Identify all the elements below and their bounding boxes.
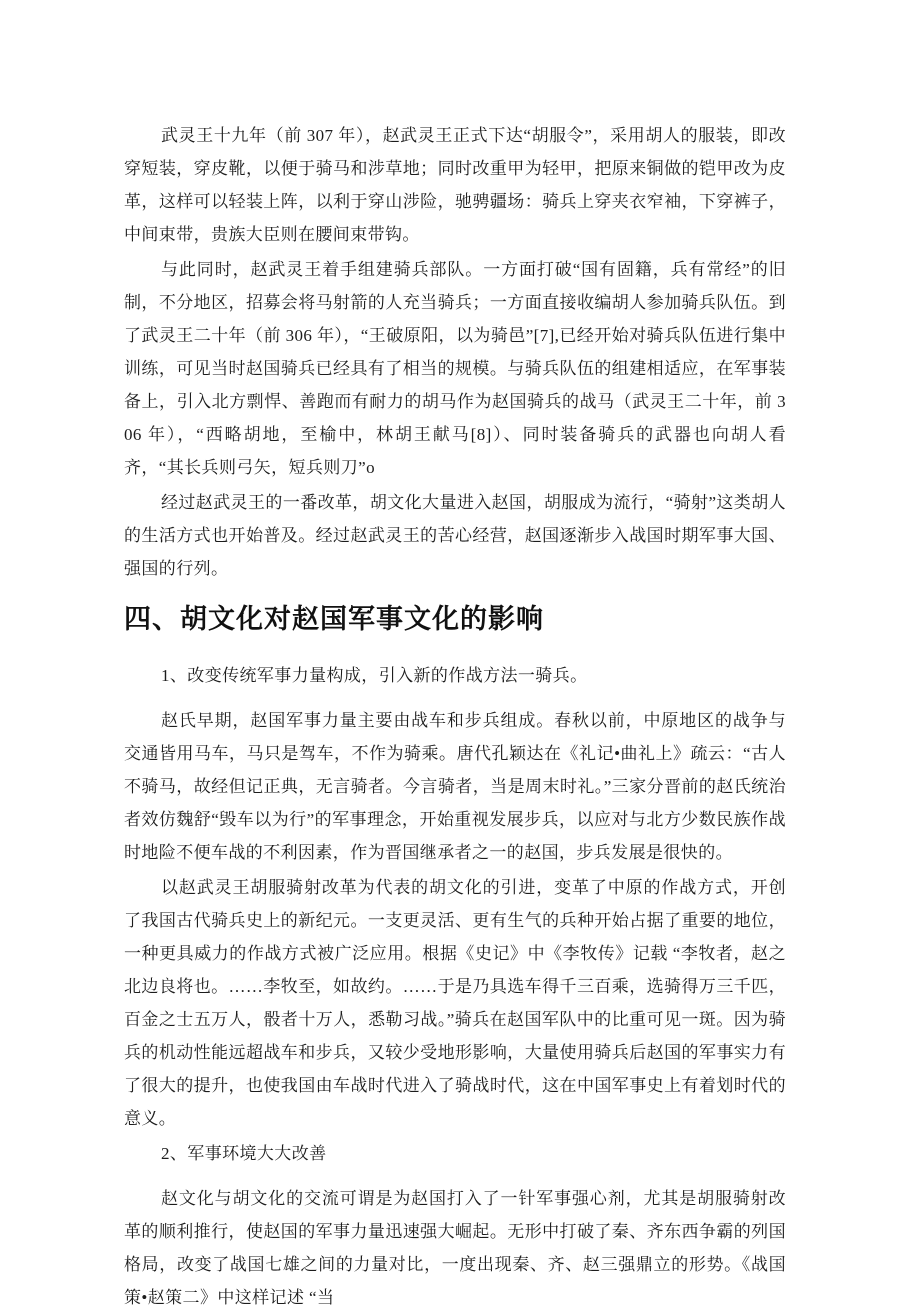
numbered-item-1: 1、改变传统军事力量构成，引入新的作战方法一骑兵。 [161, 666, 588, 685]
numbered-item-2: 2、军事环境大大改善 [161, 1144, 327, 1163]
paragraph-reform-result: 经过赵武灵王的一番改革，胡文化大量进入赵国，胡服成为流行，“骑射”这类胡人的生活方式也开始普及。经过赵武灵王的苦心经营，赵国逐渐步入战国时期军事大国、强国的行列。 [124, 493, 786, 578]
section-heading: 四、胡文化对赵国军事文化的影响 [124, 604, 544, 634]
paragraph-military-environment: 赵文化与胡文化的交流可谓是为赵国打入了一针军事强心剂，尤其是胡服骑射改革的顺利推行，使赵国的军事力量迅速强大崛起。无形中打破了秦、齐东西争霸的列国格局，改变了战国七雄之间的力量对比，一度出现秦、齐、赵三强鼎立的形势。《战国策•赵策二》中这样记述 “当 [124, 1189, 786, 1307]
paragraph-cavalry-formation: 与此同时，赵武灵王着手组建骑兵部队。一方面打破“国有固籍，兵有常经”的旧制，不分地区，招募会将马射箭的人充当骑兵；一方面直接收编胡人参加骑兵队伍。到了武灵王二十年（前 306 年），“王破原阳，以为骑邑”[7],已经开始对骑兵队伍进行集中训练，可见当时赵国骑兵已经具有了相当的规模。与骑兵队伍的组建相适应，在军事装备上，引入北方剽悍、善跑而有耐力的胡马作为赵国骑兵的战马（武灵王二十年，前 306 年），“西略胡地，至榆中，林胡王献马[8]）、同时装备骑兵的武器也向胡人看齐，“其长兵则弓矢，短兵则刀”o [124, 260, 786, 477]
paragraph-early-zhao-army: 赵氏早期，赵国军事力量主要由战车和步兵组成。春秋以前，中原地区的战争与交通皆用马车，马只是驾车，不作为骑乘。唐代孔颖达在《礼记•曲礼上》疏云：“古人不骑马，故经但记正典，无言骑者。今言骑者，当是周末时礼。”三家分晋前的赵氏统治者效仿魏舒“毁车以为行”的军事理念，开始重视发展步兵，以应对与北方少数民族作战时地险不便车战的不利因素，作为晋国继承者之一的赵国，步兵发展是很快的。 [124, 711, 786, 862]
paragraph-hu-fu-decree: 武灵王十九年（前 307 年），赵武灵王正式下达“胡服令”，采用胡人的服装，即改穿短装，穿皮靴，以便于骑马和涉草地；同时改重甲为轻甲，把原来铜做的铠甲改为皮革，这样可以轻装上阵，以利于穿山涉险，驰骋疆场：骑兵上穿夹衣窄袖，下穿裤子，中间束带，贵族大臣则在腰间束带钩。 [124, 126, 786, 244]
paragraph-cavalry-new-era: 以赵武灵王胡服骑射改革为代表的胡文化的引进，变革了中原的作战方式，开创了我国古代骑兵史上的新纪元。一支更灵活、更有生气的兵种开始占据了重要的地位，一种更具威力的作战方式被广泛应用。根据《史记》中《李牧传》记载 “李牧者，赵之北边良将也。……李牧至，如故约。……于是乃具选车得千三百乘，选骑得万三千匹，百金之士五万人，骰者十万人，悉勒习战。”骑兵在赵国军队中的比重可见一斑。因为骑兵的机动性能远超战车和步兵，又较少受地形影响，大量使用骑兵后赵国的军事实力有了很大的提升，也使我国由车战时代进入了骑战时代，这在中国军事史上有着划时代的意义。 [124, 878, 786, 1128]
